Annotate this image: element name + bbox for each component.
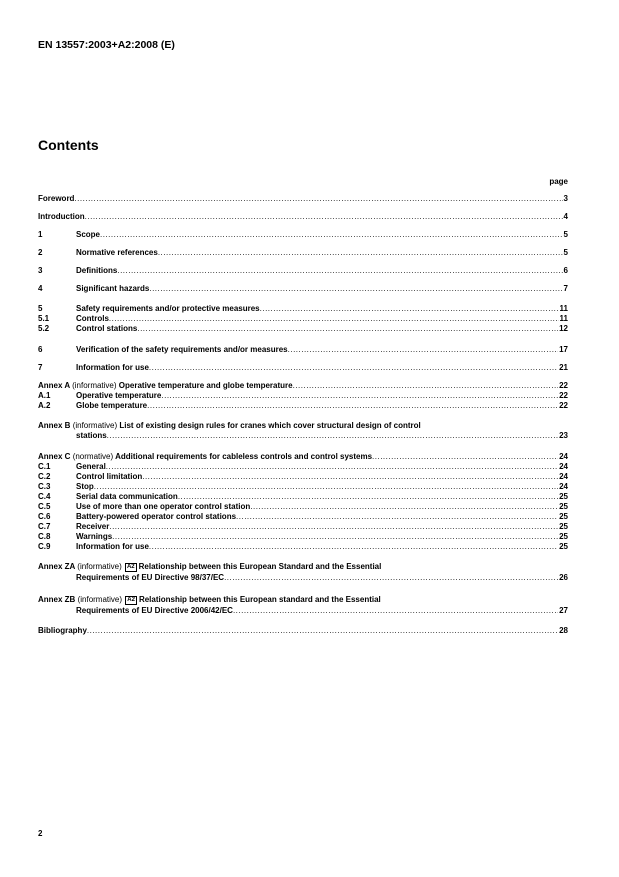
toc-entry-annex-a[interactable] [38,381,568,391]
toc-entry-title: Information for use [76,542,149,551]
toc-entry-title: Warnings [76,532,113,541]
toc-entry-title: Scope [76,230,101,239]
leader-dots [161,391,558,401]
toc-entry-title: Bibliography [38,626,87,635]
toc-entry-page: 11 [559,314,568,323]
page-number: 2 [38,829,43,838]
toc-entry-number: 1 [38,230,43,239]
toc-entry-number: 5.1 [38,314,50,323]
toc-entry-annex-c-1[interactable] [38,462,568,472]
toc-entry-page: 25 [559,512,568,521]
leader-dots [106,462,558,472]
toc-entry-title: Control stations [76,324,138,333]
annex-kind: (normative) [72,452,114,461]
toc-entry-bibliography[interactable] [38,626,568,636]
toc-entry-page: 24 [559,462,568,471]
toc-entry-number: C.9 [38,542,51,551]
toc-entry-title-line-1 [38,421,421,431]
annex-kind: (informative) [72,421,118,430]
toc-entry-number: C.7 [38,522,51,531]
leader-dots [158,248,563,258]
page-title: Contents [38,137,99,153]
toc-entry-page: 25 [559,522,568,531]
toc-entry-number: C.3 [38,482,51,491]
leader-dots [85,212,563,222]
toc-entry-annex-c[interactable] [38,452,568,462]
toc-entry-foreword[interactable] [38,194,568,204]
toc-entry-number: 5.2 [38,324,50,333]
toc-entry-page: 27 [559,606,568,615]
annex-kind: (informative) [77,562,122,571]
leader-dots [100,230,563,240]
toc-entry-page: 24 [559,472,568,481]
toc-entry-page: 28 [559,626,568,635]
leader-dots [147,401,558,411]
leader-dots [74,194,562,204]
toc-entry-title: Information for use [76,363,149,372]
toc-entry-title: Introduction [38,212,85,221]
annex-kind: (informative) [77,595,123,604]
toc-entry-page: 5 [563,230,568,239]
toc-entry-clause-3[interactable] [38,266,568,276]
toc-entry-title: Operative temperature [76,391,162,400]
leader-dots [94,482,558,492]
toc-entry-title: Receiver [76,522,110,531]
toc-entry-page: 22 [559,381,568,390]
toc-entry-title: Battery-powered operator control stations [76,512,237,521]
toc-entry-number: 2 [38,248,43,257]
toc-entry-title-line-2 [76,573,568,583]
leader-dots [87,626,558,636]
toc-entry-page: 25 [559,502,568,511]
leader-dots [107,431,558,441]
annex-title: Operative temperature and globe temperature [118,381,293,390]
leader-dots [250,502,558,512]
annex-title: Additional requirements for cableless controls and control systems [115,452,373,461]
toc-entry-clause-1[interactable] [38,230,568,240]
toc-entry-annex-a-2[interactable] [38,401,568,411]
toc-entry-clause-7[interactable] [38,363,568,373]
toc-entry-number: 7 [38,363,43,372]
toc-entry-page: 22 [559,391,568,400]
toc-entry-title: Globe temperature [76,401,148,410]
toc-entry-page: 23 [559,431,568,440]
leader-dots [109,522,558,532]
leader-dots [178,492,558,502]
toc-entry-number: C.6 [38,512,51,521]
toc-entry-clause-4[interactable] [38,284,568,294]
annex-title: Relationship between this European standard and the Essential [138,595,381,604]
leader-dots [372,452,558,462]
leader-dots [233,606,558,616]
toc-entry-title: Normative references [76,248,158,257]
amendment-marker-icon: A2 [126,564,135,570]
toc-entry-number: C.1 [38,462,51,471]
toc-entry-title: Use of more than one operator control station [76,502,251,511]
toc-entry-annex-c-4[interactable] [38,492,568,502]
toc-entry-title: Safety requirements and/or protective measures [76,304,260,313]
annex-title-continued: stations [76,431,107,440]
toc-entry-number: 5 [38,304,43,313]
toc-entry-number: 3 [38,266,43,275]
amendment-marker-icon: A2 [127,597,135,603]
toc-entry-page: 4 [563,212,568,221]
toc-entry-title: Significant hazards [76,284,150,293]
toc-entry-annex-c-3[interactable] [38,482,568,492]
annex-label: Annex B [38,421,71,430]
toc-entry-page: 25 [559,542,568,551]
toc-entry-title: Definitions [76,266,118,275]
annex-title: List of existing design rules for cranes which cover structural design of control [119,421,421,430]
toc-entry-annex-c-2[interactable] [38,472,568,482]
toc-entry-annex-c-8[interactable] [38,532,568,542]
leader-dots [117,266,562,276]
toc-entry-title [38,381,293,391]
toc-entry-number: C.8 [38,532,51,541]
toc-entry-number: 6 [38,345,43,354]
toc-entry-title: Controls [76,314,109,323]
toc-entry-title-line-1 [38,562,381,572]
toc-entry-page: 21 [559,363,568,372]
leader-dots [293,381,558,391]
toc-entry-number: A.2 [38,401,51,410]
standard-identifier: EN 13557:2003+A2:2008 (E) [38,39,175,51]
annex-label: Annex ZA [38,562,76,571]
leader-dots [142,472,558,482]
leader-dots [288,345,558,355]
leader-dots [236,512,558,522]
annex-title-continued: Requirements of EU Directive 98/37/EC [76,573,225,582]
page-column-label: page [549,177,568,186]
toc-entry-title: Verification of the safety requirements and/or measures [76,345,288,354]
leader-dots [112,532,558,542]
annex-title: Relationship between this European Standard and the Essential [138,562,382,571]
toc-entry-number: A.1 [38,391,51,400]
toc-entry-clause-5-1[interactable] [38,314,568,324]
toc-entry-clause-2[interactable] [38,248,568,258]
annex-label: Annex ZB [38,595,76,604]
toc-entry-number: 4 [38,284,43,293]
toc-entry-page: 25 [559,492,568,501]
toc-entry-title: Control limitation [76,472,143,481]
toc-entry-number: C.4 [38,492,51,501]
toc-entry-title: Stop [76,482,94,491]
toc-entry-clause-5-2[interactable] [38,324,568,334]
leader-dots [149,363,558,373]
annex-kind: (informative) [72,381,117,390]
toc-entry-page: 11 [559,304,568,313]
toc-entry-page: 26 [559,573,568,582]
toc-entry-page: 7 [563,284,568,293]
annex-label: Annex C [38,452,71,461]
toc-entry-annex-a-1[interactable] [38,391,568,401]
toc-entry-page: 22 [559,401,568,410]
toc-entry-page: 3 [563,194,568,203]
toc-entry-clause-6[interactable] [38,345,568,355]
toc-entry-page: 6 [563,266,568,275]
toc-entry-title: Serial data communication [76,492,178,501]
toc-entry-title-line-1 [38,595,381,605]
toc-entry-page: 24 [559,452,568,461]
leader-dots [149,284,562,294]
leader-dots [260,304,559,314]
toc-entry-title: Foreword [38,194,75,203]
toc-entry-annex-c-5[interactable] [38,502,568,512]
toc-entry-page: 17 [559,345,568,354]
toc-entry-page: 5 [563,248,568,257]
toc-entry-annex-c-6[interactable] [38,512,568,522]
toc-entry-page: 12 [559,324,568,333]
toc-entry-clause-5[interactable] [38,304,568,314]
toc-entry-page: 25 [559,532,568,541]
leader-dots [137,324,558,334]
toc-entry-number: C.2 [38,472,51,481]
toc-entry-title: General [76,462,106,471]
toc-entry-title [38,452,372,462]
toc-entry-title-line-2 [76,606,568,616]
toc-entry-number: C.5 [38,502,51,511]
toc-entry-annex-c-9[interactable] [38,542,568,552]
leader-dots [109,314,559,324]
toc-entry-title-line-2 [76,431,568,441]
leader-dots [224,573,558,583]
leader-dots [149,542,558,552]
toc-entry-page: 24 [559,482,568,491]
annex-label: Annex A [38,381,70,390]
toc-entry-annex-c-7[interactable] [38,522,568,532]
annex-title-continued: Requirements of EU Directive 2006/42/EC [76,606,233,615]
toc-entry-introduction[interactable] [38,212,568,222]
